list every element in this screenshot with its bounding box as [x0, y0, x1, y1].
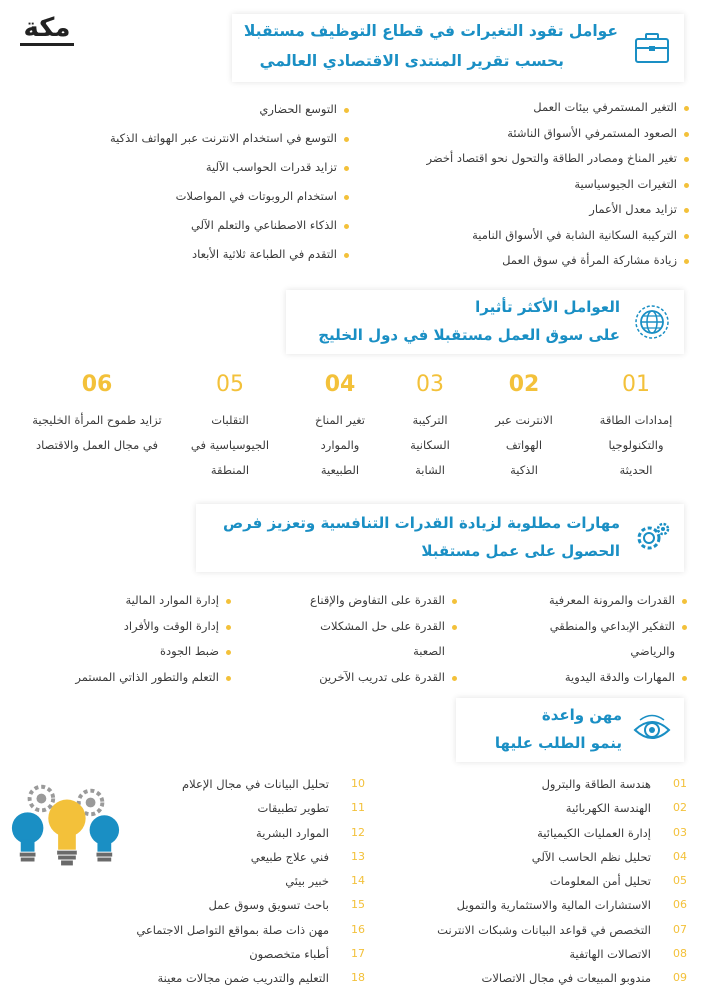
eye-icon	[632, 710, 672, 750]
list-item: القدرة على حل المشكلات	[310, 614, 457, 640]
factor-03	[380, 370, 480, 483]
lightbulbs-illustration	[6, 776, 124, 886]
section3-middle-list	[310, 588, 457, 690]
section4-title-line2: ينمو الطلب عليها	[494, 734, 622, 752]
factor-number: 05	[216, 372, 244, 397]
factor-05	[180, 370, 280, 483]
factor-number: 02	[508, 372, 540, 397]
section2-title-line1: العوامل الأكثر تأثيرا	[475, 298, 620, 316]
factor-text: تزايد طموح المرأة الخليجية في مجال العمل والاقتصاد	[32, 413, 162, 452]
list-item: إدارة الوقت والأفراد	[75, 614, 231, 640]
list-item: 10 تحليل البيانات في مجال الإعلام	[181, 777, 365, 791]
list-item: التوسع في استخدام الانترنت عبر الهواتف الذكية	[110, 124, 349, 153]
globe-icon	[632, 302, 672, 342]
section1-left-list	[110, 95, 349, 269]
list-item: 03 إدارة العمليات الكيميائية	[537, 825, 687, 840]
list-item: 17 أطباء متخصصون	[249, 947, 365, 962]
list-item: 13 فني علاج طبيعي	[250, 849, 365, 864]
list-item: التوسع الحضاري	[110, 95, 349, 124]
list-item: تغير المناخ ومصادر الطاقة والتحول نحو اقتصاد أخضر	[427, 146, 689, 172]
brand-logo-text: مكة	[23, 13, 71, 43]
factor-number: 01	[622, 372, 650, 397]
list-item: القدرة على التفاوض والإقناع	[310, 588, 457, 614]
list-item: الذكاء الاصطناعي والتعلم الآلي	[110, 211, 349, 240]
list-item: والرياضي	[630, 644, 675, 658]
section3-title-line1: مهارات مطلوبة لزيادة القدرات التنافسية وتعزيز فرص	[222, 514, 620, 532]
factor-text: الانترنت عبر الهواتف الذكية	[495, 413, 553, 477]
section1-right-list	[427, 95, 689, 274]
jobs-left-list	[136, 772, 365, 991]
list-item: 18 التعليم والتدريب ضمن مجالات معينة	[157, 971, 365, 986]
list-item: 08 الاتصالات الهاتفية	[569, 947, 687, 962]
list-item: 09 مندوبو المبيعات في مجال الاتصالات	[481, 971, 687, 986]
list-item: 15 باحث تسويق وسوق عمل	[208, 898, 365, 913]
list-item: التفكير الإبداعي والمنطقي	[549, 614, 687, 640]
list-item: 06 الاستشارات المالية والاستثمارية والتمويل	[456, 898, 687, 913]
list-item: التغيرات الجيوسياسية	[427, 172, 689, 198]
factor-02	[474, 370, 574, 483]
jobs-right-list	[437, 772, 687, 991]
list-item: 12 الموارد البشرية	[256, 825, 365, 840]
list-item: 16 مهن ذات صلة بمواقع التواصل الاجتماعي	[136, 922, 365, 937]
section3-right-list	[549, 588, 687, 690]
factor-01	[586, 370, 686, 483]
list-item: 11 تطوير تطبيقات	[257, 801, 365, 816]
section4-title-line1: مهن واعدة	[541, 706, 622, 724]
section1-header	[232, 14, 684, 82]
list-item: القدرات والمرونة المعرفية	[549, 588, 687, 614]
factor-number: 03	[416, 372, 444, 397]
factor-04	[290, 370, 390, 483]
briefcase-icon	[632, 28, 672, 68]
list-item: التعلم والتطور الذاتي المستمر	[75, 665, 231, 691]
lightbulb-yellow-icon	[48, 800, 85, 866]
list-item: الصعود المستمرفي الأسواق الناشئة	[427, 121, 689, 147]
list-item: القدرة على تدريب الآخرين	[310, 665, 457, 691]
section1-title-line2: بحسب تقرير المنتدى الاقتصادي العالمي	[259, 52, 564, 70]
list-item: 01 هندسة الطاقة والبترول	[541, 777, 687, 791]
list-item: التقدم في الطباعة ثلاثية الأبعاد	[110, 240, 349, 269]
factor-text: التقلبات الجيوسياسية في المنطقة	[190, 413, 270, 477]
list-item: التركيبة السكانية الشابة في الأسواق النامية	[427, 223, 689, 249]
section4-header	[456, 698, 684, 762]
list-item: التغير المستمرفي بيئات العمل	[427, 95, 689, 121]
section3-left-list	[75, 588, 231, 690]
factor-06	[22, 370, 172, 458]
lightbulb-right-icon	[90, 815, 120, 861]
section2-title-line2: على سوق العمل مستقبلا في دول الخليج	[318, 326, 620, 344]
list-item: تزايد معدل الأعمار	[427, 197, 689, 223]
list-item: المهارات والدقة اليدوية	[549, 665, 687, 691]
list-item: 14 خبير بيئي	[285, 874, 365, 889]
list-item: الصعبة	[413, 644, 445, 658]
list-item: 04 تحليل نظم الحاسب الآلي	[531, 849, 687, 864]
factor-number: 04	[324, 372, 356, 397]
factor-text: إمدادات الطاقة والتكنولوجيا الحديثة	[599, 413, 673, 477]
list-item: 02 الهندسة الكهربائية	[565, 801, 687, 816]
brand-logo	[14, 14, 80, 48]
factor-text: التركيبة السكانية الشابة	[410, 413, 450, 477]
list-item: 05 تحليل أمن المعلومات	[549, 874, 687, 889]
section3-title-line2: الحصول على عمل مستقبلا	[421, 542, 620, 560]
list-item: استخدام الروبوتات في المواصلات	[110, 182, 349, 211]
list-item: تزايد قدرات الحواسب الآلية	[110, 153, 349, 182]
lightbulb-blue-icon	[12, 812, 43, 861]
factor-text: تغير المناخ والموارد الطبيعية	[315, 413, 365, 477]
list-item: 07 التخصص في قواعد البيانات وشبكات الانترنت	[437, 922, 687, 937]
list-item: إدارة الموارد المالية	[75, 588, 231, 614]
section1-title-line1: عوامل تقود التغيرات في قطاع التوظيف مستقبلا	[243, 22, 618, 40]
list-item: زيادة مشاركة المرأة في سوق العمل	[427, 248, 689, 274]
factor-number: 06	[81, 372, 113, 397]
logo-underline	[20, 43, 74, 46]
gears-icon	[632, 518, 672, 558]
list-item: ضبط الجودة	[75, 639, 231, 665]
section3-header	[196, 504, 684, 572]
section2-header	[286, 290, 684, 354]
